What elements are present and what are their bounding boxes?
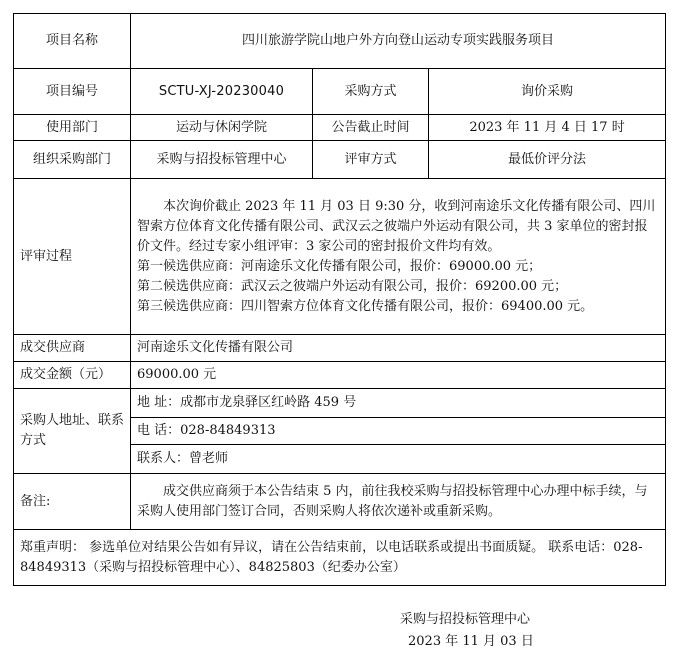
procure-method-label: 采购方式 [313, 69, 429, 115]
project-name-value: 四川旅游学院山地户外方向登山运动专项实践服务项目 [131, 14, 666, 69]
org-dept-value: 采购与招投标管理中心 [131, 141, 313, 179]
row-supplier [14, 335, 666, 362]
review-method-value: 最低价评分法 [429, 141, 666, 179]
dept-label: 使用部门 [14, 115, 131, 141]
signature-org: 采购与招投标管理中心 [400, 612, 531, 627]
phone: 电 话：028-84849313 [131, 418, 666, 445]
supplier-value: 河南途乐文化传播有限公司 [131, 335, 666, 362]
org-dept-label: 组织采购部门 [14, 141, 131, 179]
contact-label: 采购人地址、联系方式 [14, 389, 131, 474]
amount-value: 69000.00 元 [131, 362, 666, 389]
project-no-value: SCTU-XJ-20230040 [131, 69, 313, 115]
dept-value: 运动与休闲学院 [131, 115, 313, 141]
row-project-name [14, 14, 666, 69]
deadline-label: 公告截止时间 [313, 115, 429, 141]
remarks-cell [131, 474, 666, 530]
deadline-value: 2023 年 11 月 4 日 17 时 [429, 115, 666, 141]
address: 地 址：成都市龙泉驿区红岭路 459 号 [131, 389, 666, 418]
row-org [14, 141, 666, 179]
supplier-label: 成交供应商 [14, 335, 131, 362]
row-address [14, 389, 666, 418]
candidate-2: 第二候选供应商：武汉云之彼端户外运动有限公司，报价：69200.00 元； [137, 278, 568, 294]
row-dept [14, 115, 666, 141]
signature-date: 2023 年 11 月 03 日 [408, 634, 534, 649]
project-name-label: 项目名称 [14, 14, 131, 69]
statement: 郑重声明： 参选单位对结果公告如有异议，请在公告结束前，以电话联系或提出书面质疑。 联系电话：028-84849313（采购与招投标管理中心）、84825803（纪委办公室） [14, 530, 666, 586]
row-project-no [14, 69, 666, 115]
remarks-label: 备注: [14, 474, 131, 530]
announcement-table [13, 13, 666, 586]
amount-label: 成交金额（元） [14, 362, 131, 389]
row-remarks [14, 474, 666, 530]
review-process-label: 评审过程 [14, 179, 131, 335]
row-statement [14, 530, 666, 586]
procure-method-value: 询价采购 [429, 69, 666, 115]
row-review-process [14, 179, 666, 335]
row-amount [14, 362, 666, 389]
candidate-1: 第一候选供应商：河南途乐文化传播有限公司，报价：69000.00 元； [137, 258, 542, 274]
candidate-3: 第三候选供应商：四川智索方位体育文化传播有限公司，报价：69400.00 元。 [137, 298, 594, 314]
contact-person: 联系人：曾老师 [131, 445, 666, 474]
review-process-text: 本次询价截止 2023 年 11 月 03 日 9:30 分，收到河南途乐文化传播有限公司、四川智索方位体育文化传播有限公司、武汉云之彼端户外运动有限公司，共 3 家单位的密封报价文件。经过专家小组评审：3 家公司的密封报价文件均有效。 [137, 198, 656, 254]
review-process-cell [131, 179, 666, 335]
remarks-text: 成交供应商须于本公告结束 5 内，前往我校采购与招投标管理中心办理中标手续，与采购人使用部门签订合同，否则采购人将依次递补或重新采购。 [137, 483, 648, 519]
project-no-label: 项目编号 [14, 69, 131, 115]
review-method-label: 评审方式 [313, 141, 429, 179]
